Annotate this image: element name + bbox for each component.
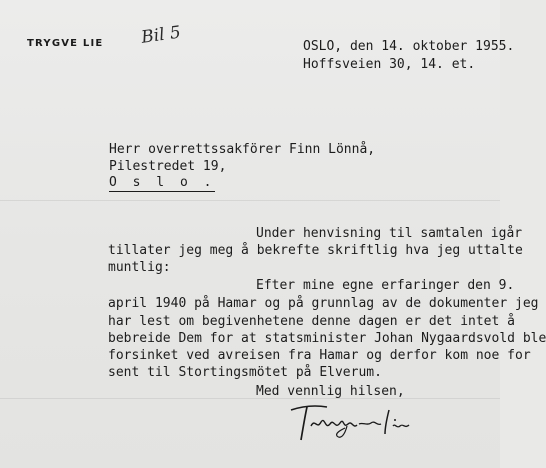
place-date: OSLO, den 14. oktober 1955. bbox=[303, 39, 515, 54]
body-line: forsinket ved avreisen fra Hamar og derfor kom noe for bbox=[108, 348, 531, 363]
closing: Med vennlig hilsen, bbox=[256, 384, 405, 399]
body-line: Under henvisning til samtalen igår bbox=[256, 226, 523, 241]
paper-fold-line bbox=[0, 398, 500, 399]
body-line: tillater jeg meg å bekrefte skriftlig hva jeg uttalte bbox=[108, 243, 523, 258]
body-line: muntlig: bbox=[108, 260, 171, 275]
handwritten-annotation: Bil 5 bbox=[140, 22, 182, 48]
body-line: bebreide Dem for at statsminister Johan Nygaardsvold ble bbox=[108, 331, 546, 346]
recipient-name: Herr overrettssakförer Finn Lönnå, bbox=[109, 142, 376, 157]
body-line: april 1940 på Hamar og på grunnlag av de dokumenter jeg bbox=[108, 296, 539, 311]
body-line: har lest om begivenhetene denne dagen er det intet å bbox=[108, 314, 515, 329]
letterhead: TRYGVE LIE bbox=[27, 38, 104, 49]
body-line: Efter mine egne erfaringer den 9. bbox=[256, 278, 515, 293]
recipient-street: Pilestredet 19, bbox=[109, 159, 227, 174]
paper-fold-line bbox=[0, 200, 500, 201]
recipient-city: O s l o . bbox=[109, 175, 216, 190]
sender-address: Hoffsveien 30, 14. et. bbox=[303, 57, 476, 72]
handwritten-signature-icon bbox=[285, 396, 415, 444]
body-line: sent til Stortingsmötet på Elverum. bbox=[108, 365, 382, 380]
